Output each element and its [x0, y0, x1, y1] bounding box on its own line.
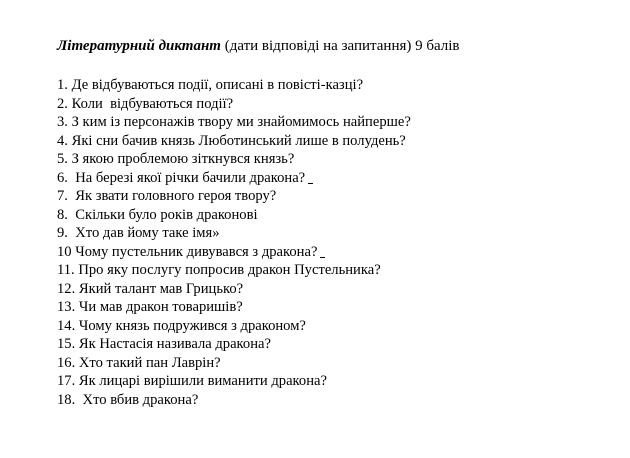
- question-text: 12. Який талант мав Грицько?: [57, 280, 244, 297]
- question-text: 9. Хто дав йому таке імя»: [57, 225, 220, 241]
- pen-mark: [320, 256, 325, 258]
- question-item: [57, 76, 630, 95]
- question-text: 5. З якою проблемою зіткнувся князь?: [57, 151, 295, 167]
- question-list: [57, 76, 630, 409]
- question-item: [57, 132, 630, 151]
- question-item: [57, 224, 630, 243]
- question-item: [57, 354, 630, 373]
- question-text: 6. На березі якої річки бачили дракона?: [57, 169, 306, 186]
- dictation-instructions: (дати відповіді на запитання) 9 балів: [220, 38, 460, 54]
- question-item: [57, 391, 630, 410]
- question-text: 14. Чому князь подружився з драконом?: [57, 317, 306, 334]
- question-item: [57, 317, 630, 336]
- question-text: 18. Хто вбив дракона?: [57, 391, 199, 408]
- question-text: 7. Як звати головного героя твору?: [57, 188, 277, 204]
- question-item: [57, 280, 630, 299]
- question-item: [57, 298, 630, 317]
- question-text: 11. Про яку послугу попросив дракон Пустельника?: [57, 262, 381, 278]
- dictation-title: Літературний диктант: [57, 38, 221, 54]
- question-text: 17. Як лицарі вирішили виманити дракона?: [57, 373, 327, 389]
- question-item: [57, 187, 630, 206]
- question-item: [57, 169, 630, 188]
- question-text: 8. Скільки було років драконові: [57, 206, 258, 223]
- question-item: [57, 206, 630, 225]
- question-item: [57, 113, 630, 132]
- question-text: 15. Як Настасія називала дракона?: [57, 336, 271, 352]
- question-text: 1. Де відбуваються події, описані в повісті-казці?: [57, 77, 364, 93]
- question-text: 4. Які сни бачив князь Люботинський лише в полудень?: [57, 132, 406, 149]
- question-item: [57, 261, 630, 280]
- question-text: 2. Коли відбуваються події?: [57, 95, 234, 112]
- question-text: 3. З ким із персонажів твору ми знайомимось найперше?: [57, 114, 411, 130]
- question-item: [57, 335, 630, 354]
- question-text: 13. Чи мав дракон товаришів?: [57, 299, 243, 315]
- question-item: [57, 243, 630, 262]
- dictation-heading: [57, 37, 630, 55]
- question-item: [57, 372, 630, 391]
- pen-mark: [308, 182, 313, 184]
- question-item: [57, 150, 630, 169]
- question-text: 16. Хто такий пан Лаврін?: [57, 354, 221, 371]
- question-item: [57, 95, 630, 114]
- question-text: 10 Чому пустельник дивувався з дракона?: [57, 243, 318, 260]
